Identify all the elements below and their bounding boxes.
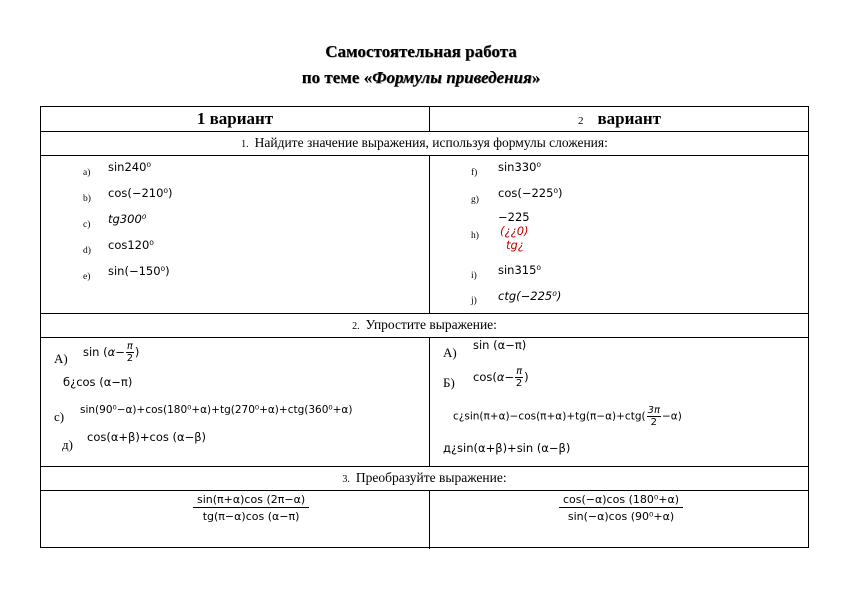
item-label: Б) — [443, 375, 455, 390]
worksheet-table — [40, 106, 809, 548]
task-2-text: Упростите выражение: — [365, 317, 497, 332]
task-3-variant-1-fraction — [193, 493, 309, 523]
item-expression: sin(90⁰−α)+cos(180⁰+α)+tg(270⁰+α)+ctg(360⁰+α) — [80, 404, 353, 416]
expression-part: c¿sin(π+α)−cos(π+α)+tg(π−α)+ctg( — [453, 410, 646, 423]
subtitle-topic: Формулы приведения — [372, 68, 532, 87]
column-divider — [429, 337, 430, 466]
column-divider — [429, 490, 430, 549]
item-label: g) — [471, 195, 479, 205]
task-2-number: 2. — [352, 321, 360, 332]
row-divider — [41, 490, 808, 491]
variant-2-word: вариант — [597, 109, 662, 128]
row-divider — [41, 155, 808, 156]
task-2-heading — [41, 317, 808, 333]
subtitle-prefix: по теме « — [301, 68, 373, 87]
item-label: h) — [471, 231, 479, 241]
fraction-denominator: sin(−α)cos (90⁰+α) — [567, 510, 675, 523]
item-label: А) — [54, 351, 68, 366]
item-expression: tg300⁰ — [108, 212, 147, 226]
subtitle-suffix: » — [531, 68, 541, 87]
task-3-heading — [41, 470, 808, 486]
item-expression: sin (α− $\frac{\pi}{2}$ ) — [83, 341, 140, 364]
item-label: e) — [83, 272, 91, 282]
column-divider — [429, 107, 430, 131]
item-expression: cos(−210⁰) — [108, 186, 173, 200]
variant-2-number: 2 — [577, 115, 584, 127]
fraction-denominator: tg(π−α)cos (α−π) — [202, 510, 300, 523]
item-expression: д¿sin(α+β)+sin (α−β) — [443, 441, 571, 455]
item-expression: sin330⁰ — [498, 160, 542, 174]
item-label: j) — [471, 296, 477, 306]
item-label: c) — [83, 220, 91, 230]
task-1-text: Найдите значение выражения, используя формулы сложения: — [254, 135, 608, 150]
fraction-numerator: sin(π+α)cos (2π−α) — [193, 493, 309, 508]
item-expression: c¿sin(π+α)−cos(π+α)+tg(π−α)+ctg( $\frac{3\pi}{2}$ −α) — [453, 405, 682, 428]
row-divider — [41, 313, 808, 314]
item-expression: cos(−225⁰) — [498, 186, 563, 200]
page-subtitle — [0, 68, 842, 88]
item-expression: sin240⁰ — [108, 160, 152, 174]
item-label: f) — [471, 168, 478, 178]
item-label: i) — [471, 271, 477, 281]
task-3-variant-2-fraction — [559, 493, 683, 523]
row-divider — [41, 466, 808, 467]
item-label: с) — [54, 409, 65, 424]
item-expression: sin(−150⁰) — [108, 264, 170, 278]
row-divider — [41, 337, 808, 338]
page-title: Самостоятельная работа — [325, 42, 517, 61]
item-expression-line: −225 — [498, 210, 530, 224]
item-expression-line: tg¿ — [506, 238, 524, 252]
task-3-number: 3. — [342, 474, 350, 485]
task-3-text: Преобразуйте выражение: — [355, 470, 507, 485]
item-expression: cos(α− $\frac{\pi}{2}$ ) — [473, 366, 529, 389]
item-expression: ctg(−225⁰) — [498, 289, 562, 303]
item-expression: б¿cos (α−π) — [63, 375, 133, 389]
task-1-number: 1. — [241, 139, 249, 150]
item-label: d) — [83, 246, 91, 256]
item-expression: sin315⁰ — [498, 263, 542, 277]
item-label: b) — [83, 194, 91, 204]
item-label: a) — [83, 168, 91, 178]
expression-part: −α) — [661, 410, 682, 423]
fraction-numerator: cos(−α)cos (180⁰+α) — [559, 493, 683, 508]
row-divider — [41, 131, 808, 132]
column-divider — [429, 155, 430, 313]
variant-1-header: 1 вариант — [196, 109, 274, 128]
item-expression: cos(α+β)+cos (α−β) — [87, 430, 207, 444]
item-label: А) — [443, 345, 457, 360]
item-expression: cos120⁰ — [108, 238, 154, 252]
item-expression-line: (¿¿0) — [500, 224, 529, 238]
variant-2-header — [431, 108, 808, 130]
task-1-heading — [41, 135, 808, 151]
item-expression: sin (α−π) — [473, 338, 527, 352]
item-label: д) — [62, 437, 73, 452]
